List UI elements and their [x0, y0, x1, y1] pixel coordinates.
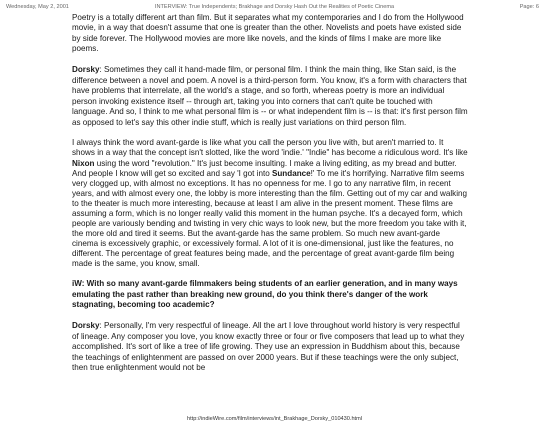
- source-url: http://indieWire.com/film/interviews/int_Brakhage_Dorsky_010430.html: [186, 416, 363, 422]
- paragraph-text: using the word "revolution." It's just become insulting. I make a living editing, as my bread and butter. And people I know will get so excited and say 'I got into: [72, 158, 457, 178]
- speaker-name: Dorsky: [72, 321, 100, 331]
- paragraph-poetry: Poetry is a totally different art than film. But it separates what my contemporaries and I do from the Hollywood movie, in a way that doesn't assume that one is greater than the other. Novelists and poets have existed side by side forever. The Hollywood movies are more like novels, and the kinds of films I make are more like poems.: [72, 13, 464, 54]
- print-title: INTERVIEW: True Independents; Brakhage and Dorsky Hash Out the Realities of Poetic Cinema: [154, 4, 395, 10]
- page-number: Page: 6: [519, 4, 539, 10]
- paragraph-dorsky-personal-film: [72, 65, 468, 128]
- paragraph-text: !' To me it's horrifying. Narrative film seems very clogged up, with almost no exceptions. It has no openness for me. I go to any narrative film, in recent years, and with almost every one, the lobby is more interesting than the film. Getting out of my car and walking to the theater is much more interesting, because at least I am alive in the present moment. These films are assuming a form, which is no longer really valid this moment in the human psyche. It's a decayed form, which people are variously bending and twisting in very chic ways to look new, but the more freedom you take with it, the more old and tired it seems. But the avant-garde has the same problem. So much new avant-garde cinema is excessively graphic, or excessively formal. A lot of it is one-dimensional, just like the features, no different. The percentage of great features being made, and the percentage of great avant-garde film being made is the same, you know, small.: [72, 168, 467, 268]
- article-body: [72, 13, 468, 384]
- paragraph-text: : Sometimes they call it hand-made film, or personal film. I think the main thing, like Stan said, is the difference between a novel and poem. A novel is a third-person form. You know, it's a form with characters that have problems that interrelate, all the world's a stage, and so forth, whereas poetry is more an individual person invoking existence itself -- through art, taking you into corners that can't quite be touched with language. And so, I think to me what personal film is -- or what independent film is -- is that: it's first person film as opposed to let's say this other indie stuff, which is really just variations on third person film.: [72, 65, 468, 127]
- paragraph-text: : Personally, I'm very respectful of lineage. All the art I love throughout world history is very respectful of lineage. Any composer you love, you know exactly three or four or five composers that lead up to what they accomplished. It's sort of like a tree of life growing. They use an expression in Buddhism about this, because the teachings of enlightenment are passed on over 2000 years. But if these teachings were the only subject, then true enlightenment would not be: [72, 321, 465, 373]
- interview-question: iW: With so many avant-garde filmmakers being students of an earlier generation, and in many ways emulating the past rather than breaking new ground, do you think there's danger of the work stagnating, becoming too academic?: [72, 279, 458, 310]
- speaker-name: Dorsky: [72, 65, 100, 75]
- paragraph-dorsky-lineage: [72, 321, 468, 373]
- paragraph-text: I always think the word avant-garde is like what you call the person you live with, but aren't married to. It shows in a way that the concept isn't slotted, like the word 'indie.' "Indie" has become a ridiculous word. It's like: [72, 138, 468, 158]
- print-date: Wednesday, May 2, 2001: [6, 4, 69, 10]
- nixon-keyword: Nixon: [72, 158, 95, 168]
- paragraph-avant-garde: [72, 138, 468, 269]
- sundance-keyword: Sundance: [271, 168, 311, 178]
